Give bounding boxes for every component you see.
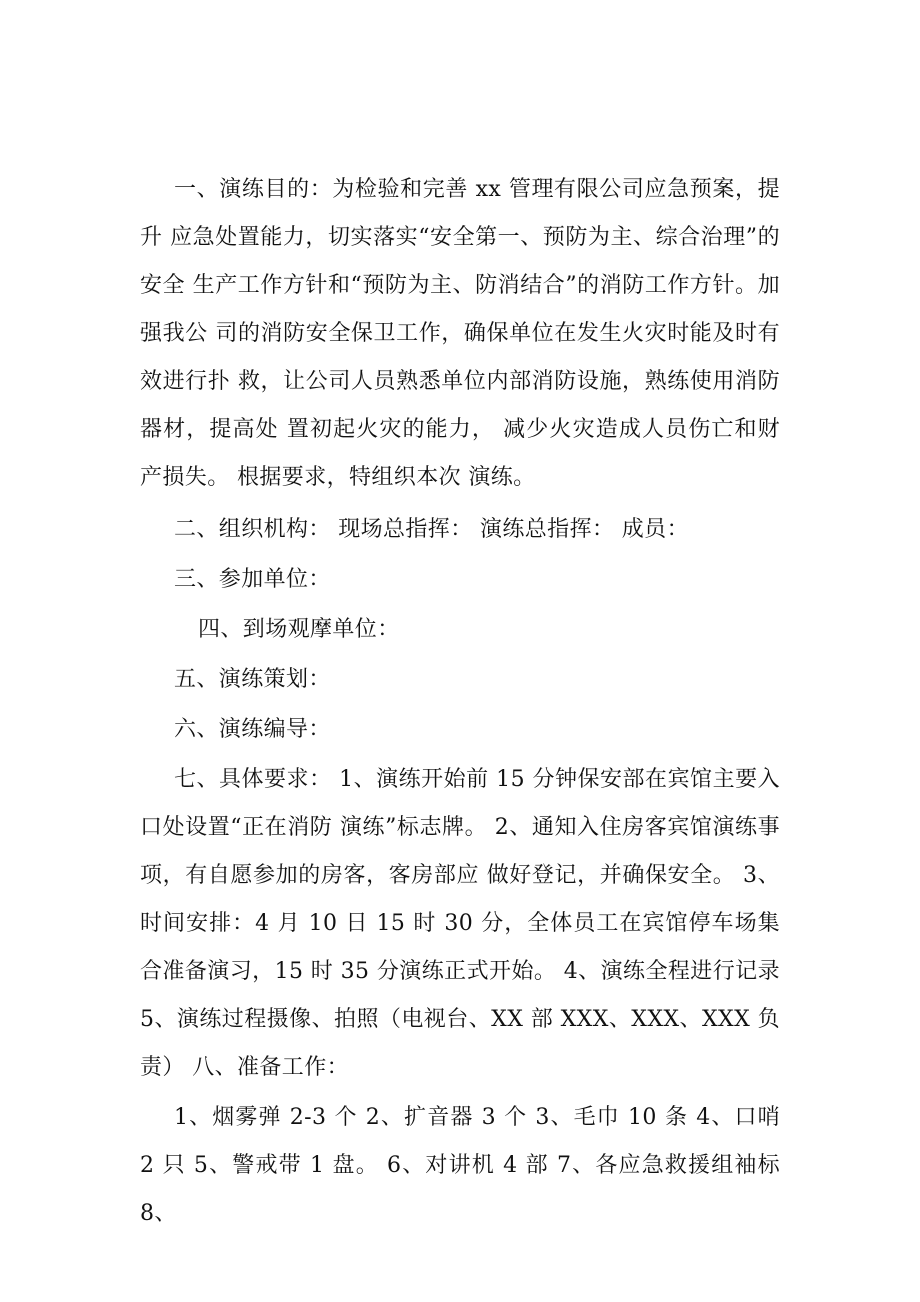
paragraph-drill-purpose: 一、演练目的：为检验和完善 xx 管理有限公司应急预案，提升 应急处置能力，切实落实“安全第一、预防为主、综合治理”的安全 生产工作方针和“预防为主、防消结合”的消防工作方针。加强我公 司的消防安全保卫工作，确保单位在发生火灾时能及时有效进行扑 救，让公司人员熟悉单位内部消防设施，熟练使用消防器材，提高处 置初起火灾的能力， 减少火灾造成人员伤亡和财产损失。 根据要求，特组织本次 演练。: [140, 177, 780, 490]
paragraph-participating-units: 三、参加单位：: [174, 567, 331, 592]
paragraph-organization: 二、组织机构： 现场总指挥： 演练总指挥： 成员：: [174, 517, 689, 542]
paragraph-specific-requirements: 七、具体要求： 1、演练开始前 15 分钟保安部在宾馆主要入口处设置“正在消防 演练”标志牌。 2、通知入住房客宾馆演练事项，有自愿参加的房客，客房部应 做好登记，并确保安全。 3、时间安排：4 月 10 日 15 时 30 分，全体员工在宾馆停车场集 合准备演习，15 时 35 分演练正式开始。 4、演练全程进行记录 5、演练过程摄像、拍照（电视台、XX 部 XXX、XXX、XXX 负责） 八、准备工作：: [140, 767, 780, 1080]
paragraph-drill-planning: 五、演练策划：: [174, 667, 331, 692]
paragraph-equipment-list: 1、烟雾弹 2-3 个 2、扩音器 3 个 3、毛巾 10 条 4、口哨 2 只 5、警戒带 1 盘。 6、对讲机 4 部 7、各应急救援组袖标 8、: [140, 1105, 780, 1226]
paragraph-observing-units: 四、到场观摩单位：: [198, 617, 400, 642]
paragraph-drill-direction: 六、演练编导：: [174, 717, 331, 742]
document-body: [140, 166, 780, 1240]
